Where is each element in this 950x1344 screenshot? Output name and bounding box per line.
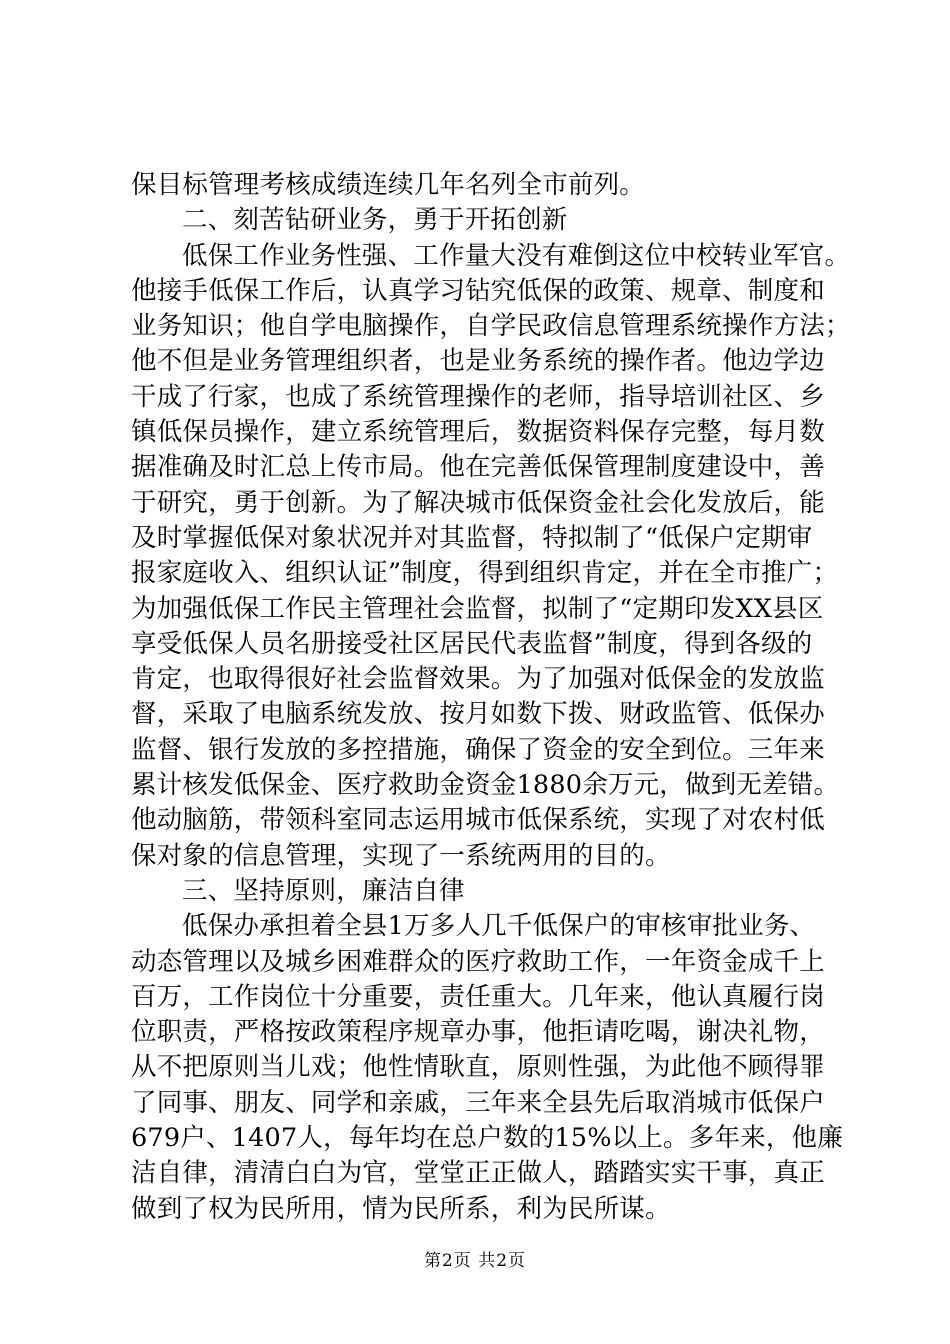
text-line: 累计核发低保金、医疗救助金资金1880余万元，做到无差错。 (131, 770, 840, 801)
text-line: 于研究，勇于创新。为了解决城市低保资金社会化发放后，能 (131, 487, 825, 518)
body-text (131, 168, 851, 1227)
text-line: 干成了行家，也成了系统管理操作的老师，指导培训社区、乡 (131, 381, 825, 412)
text-line: 了同事、朋友、同学和亲戚，三年来全县先后取消城市低保户 (131, 1087, 825, 1118)
text-line: 为加强低保工作民主管理社会监督，拟制了“定期印发XX县区 (131, 593, 824, 624)
text-line: 从不把原则当儿戏；他性情耿直，原则性强，为此他不顾得罪 (131, 1052, 825, 1083)
text-line: 他不但是业务管理组织者，也是业务系统的操作者。他边学边 (131, 346, 825, 377)
text-line: 低保办承担着全县1万多人几千低保户的审核审批业务、 (182, 911, 816, 942)
text-line: 享受低保人员名册接受社区居民代表监督”制度，得到各级的 (131, 628, 813, 659)
text-line: 他接手低保工作后，认真学习钻究低保的政策、规章、制度和 (131, 275, 825, 306)
text-line: 他动脑筋，带领科室同志运用城市低保系统，实现了对农村低 (131, 805, 825, 836)
text-line: 及时掌握低保对象状况并对其监督，特拟制了“低保户定期审 (131, 522, 813, 553)
page-number-footer: 第2页 共2页 (423, 1251, 527, 1271)
section-heading: 三、坚持原则，廉洁自律 (182, 875, 465, 906)
text-line: 督，采取了电脑系统发放、按月如数下拨、财政监管、低保办 (131, 699, 825, 730)
text-line: 洁自律，清清白白为官，堂堂正正做人，踏踏实实干事，真正 (131, 1158, 825, 1189)
text-line: 位职责，严格按政策程序规章办事，他拒请吃喝，谢决礼物， (131, 1017, 825, 1048)
text-line: 据准确及时汇总上传市局。他在完善低保管理制度建设中，善 (131, 452, 825, 483)
text-line: 保对象的信息管理，实现了一系统两用的目的。 (131, 840, 671, 871)
text-line: 肯定，也取得很好社会监督效果。为了加强对低保金的发放监 (131, 664, 825, 695)
text-line: 动态管理以及城乡困难群众的医疗救助工作，一年资金成千上 (131, 946, 825, 977)
text-line: 保目标管理考核成绩连续几年名列全市前列。 (131, 170, 646, 200)
text-line: 业务知识；他自学电脑操作，自学民政信息管理系统操作方法； (131, 311, 851, 342)
text-line: 报家庭收入、组织认证”制度，得到组织肯定，并在全市推广； (131, 558, 839, 589)
text-line: 低保工作业务性强、工作量大没有难倒这位中校转业军官。 (182, 240, 851, 271)
text-line: 监督、银行发放的多控措施，确保了资金的安全到位。三年来 (131, 734, 825, 765)
text-line: 679户、1407人，每年均在总户数的15%以上。多年来，他廉 (131, 1123, 843, 1154)
text-line: 百万，工作岗位十分重要，责任重大。几年来，他认真履行岗 (131, 981, 825, 1012)
text-line: 做到了权为民所用，情为民所系，利为民所谋。 (131, 1193, 671, 1224)
text-line: 镇低保员操作，建立系统管理后，数据资料保存完整，每月数 (131, 417, 825, 448)
section-heading: 二、刻苦钻研业务，勇于开拓创新 (182, 205, 568, 236)
